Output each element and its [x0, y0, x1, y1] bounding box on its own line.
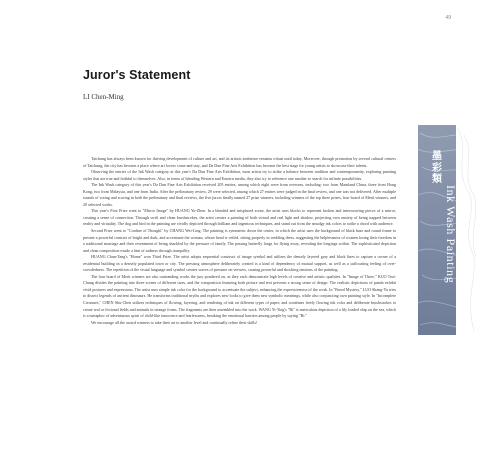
body-paragraph: Second Prize went to "Confine of Thought" by CHANG Wei-Ling. The painting is symmetric down the center, in which the artist uses the background of black base and round frame to present a powerful contrast of bright and dark, and accentuate the woman, whose head is veiled, sitting properly in wedding dress, suggesting the helplessness of women losing their freedom in a traditional marriage and their resentment of being shackled by the pressure of family. The passing butterfly longs for flying away, revealing the longings within. The sophisticated depiction and clean composition exude a hint of sadness through tranquility.	[83, 228, 396, 253]
page-number: 49	[445, 15, 451, 21]
article-author: LI Chen-Ming	[83, 93, 124, 101]
category-cjk-label: 墨彩類	[432, 151, 442, 185]
body-paragraph: HUANG Chun-Tang's "Home" won Third Prize. The artist adopts sequential construct of image symbol and utilizes the densely layered gray and black lines to capture a corner of a residential building in a densely populated town or city. The pressing atmosphere deliberately created is a kind of dependency of mutual support, as well as a suffocating feeling of over-crowdedness. The repetition of the visual language and symbol creates waves of pressure on viewers, causing powerful and shocking tensions of the painting.	[83, 254, 396, 273]
body-paragraph: The Ink Wash category of this year's Da Dun Fine Arts Exhibition received 205 entries, among which eight were from overseas, including: two from Mainland China, three from Hong Kong, two from Malaysia, and one from India. After the preliminary review, 29 were selected, among which 27 entries were judged in the final review, and one was not delivered. After multiple rounds of voting and scoring in both the preliminary and final reviews, the five jurors finally named 27 prize winners, including winners of the top three prizes, four board of Merit winners, and 20 selected works.	[83, 182, 396, 207]
category-side-panel	[418, 125, 480, 335]
article-body	[83, 156, 396, 326]
category-english-label: Ink Wash Painting	[444, 185, 458, 284]
article-title: Juror's Statement	[83, 68, 191, 82]
body-paragraph: We encourage all the award winners to take their art to another level and continually refine their skills!	[91, 319, 258, 325]
body-paragraph: Taichung has always been known for thriving development of culture and art, and its artistic ambience remains robust until today. Moreover, through promotion by several cultural centers of Taichung, the city has become a place where art lovers come and stay, and Da Dun Fine Arts Exhibition has become the best stage for young artists to showcase their talents.	[83, 156, 396, 168]
body-paragraph: The four board of Merit winners are also outstanding works the jury pondered on, as they each demonstrate high levels of creative and artistic qualities. In "Image of Three," KUO Tsui-Chung divides the painting into three scenes of different sizes, and the composition featuring both picture and text presents a strong sense of design. The realistic depictions of panda exhibit vivid postures and expressions. The artist uses simple ink color for the background to accentuate the subject, enhancing the expressiveness of the work. In "Breed Mystery," LUO Shang-Yu tries to dissect legends of ancient dinosaurs. He transforms traditional myths and explores new looks to give them new symbolic meanings, while also conjuncting own painting style. In "Incomplete Creatures," CHEN Shu-Chen utilizes techniques of flowing, layering, and rendering of ink on different types of paper, and combines freely flowing ink color and deliberate brushstrokes to create real or fictional fields and animals in strange forms. The fragments are then assembled into the work. WANG Yi-Ting's "Bi" is meticulous depiction of a lily loaded ship on the sea, which is a metaphor of adventurous spirit of child-like innocence and fearlessness, breaking the emotional barriers among people by saying "Bi."	[83, 273, 396, 319]
body-paragraph: This year's First Prize went to "Mirror Image" by HUANG Yu-Zhen. In a blended and misplaced scene, the artist uses blocks to represent broken and interweaving pieces of a mirror, creating a sense of connection. Through swift and clean brushstrokes, the artist creates a painting of both virtual and real light and shadow, projecting own anxiety of being trapped between reality and virtuality. The dog and bird in the painting are vividly depicted through brilliant and ingenious techniques, and stand out from the smudgy ink colors to strike a chord with audience.	[83, 208, 396, 227]
body-paragraph: Observing the entries of the Ink Wash category at this year's Da Dun Fine Arts Exhibition, most artists try to strike a balance between tradition and contemporaneity, exploring painting styles that are true and faithful to themselves. Also, in terms of blending Western and Eastern media, they also try to reference one another to search for infinite possibilities.	[83, 169, 396, 181]
